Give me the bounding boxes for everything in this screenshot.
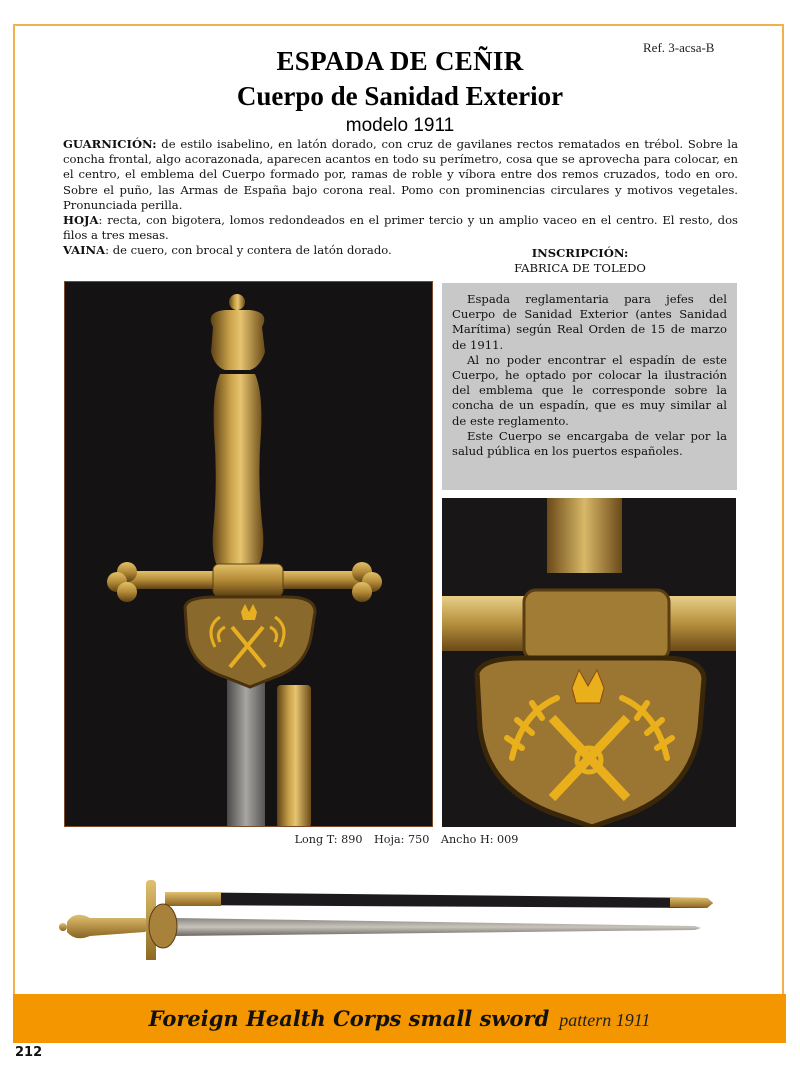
english-pattern: pattern 1911 xyxy=(559,1010,651,1030)
hoja-label: HOJA xyxy=(63,213,99,228)
hoja-paragraph xyxy=(63,213,738,243)
full-sword-illustration xyxy=(55,870,735,960)
hilt-illustration xyxy=(65,282,433,827)
hilt-photo xyxy=(64,281,433,827)
emblem-closeup-illustration xyxy=(442,498,736,827)
description-block xyxy=(63,137,738,259)
vaina-paragraph xyxy=(63,243,443,258)
guarnicion-paragraph xyxy=(63,137,738,213)
grip-base xyxy=(547,498,622,573)
measure-blade-length: Hoja: 750 xyxy=(374,833,430,846)
blade xyxy=(175,918,701,936)
guarnicion-text: de estilo isabelino, en latón dorado, con cruz de gavilanes rectos rematados en trébol. Sobre la concha frontal, algo acorazonada, aparecen acantos en todo su perímetro, cosa que se aprovecha para colocar, en el centro, el emblema del Cuerpo formado por, ramas de roble y víbora entre dos remos cruzados, todo en oro. Sobre el puño, las Armas de España bajo corona real. Pomo con prominencias circulares y motivos vegetales. Pronunciada perilla. xyxy=(63,137,738,212)
measure-blade-width: Ancho H: 009 xyxy=(440,833,519,846)
page-number: 212 xyxy=(15,1045,43,1060)
vaina-label: VAINA xyxy=(63,243,106,258)
pommel xyxy=(211,310,265,370)
emblem-closeup-photo xyxy=(442,498,736,827)
english-title: Foreign Health Corps small sword xyxy=(148,1006,550,1031)
full-sword-photo xyxy=(55,870,735,960)
scabbard-throat xyxy=(277,685,311,827)
inscription-block xyxy=(480,246,680,276)
guard-centre xyxy=(524,590,669,660)
scabbard-chape xyxy=(670,897,713,908)
model-year: modelo 1911 xyxy=(345,115,455,136)
guarnicion-label: GUARNICIÓN: xyxy=(63,137,157,151)
inscription-label: INSCRIPCIÓN: xyxy=(531,246,629,260)
pommel-button xyxy=(229,294,245,310)
page-subtitle: Cuerpo de Sanidad Exterior xyxy=(236,81,564,111)
inscription-text: FABRICA DE TOLEDO xyxy=(514,261,646,275)
note-paragraph: Este Cuerpo se encargaba de velar por la salud pública en los puertos españoles. xyxy=(452,428,727,459)
measure-long-total: Long T: 890 xyxy=(294,833,363,846)
quillon-left-bottom xyxy=(117,582,137,602)
scabbard xyxy=(165,892,713,908)
guard-shell xyxy=(149,904,177,948)
measurements xyxy=(0,833,800,846)
note-box xyxy=(442,283,737,490)
grip xyxy=(67,915,150,938)
note-paragraph: Espada reglamentaria para jefes del Cuerpo de Sanidad Exterior (antes Sanidad Marítima) según Real Orden de 15 de marzo de 1911. xyxy=(452,292,727,352)
reference-code: Ref. 3-acsa-B xyxy=(643,40,715,55)
vaina-text: : de cuero, con brocal y contera de latón dorado. xyxy=(105,243,392,258)
note-paragraph: Al no poder encontrar el espadín de este Cuerpo, he optado por colocar la ilustración del emblema que le corresponde sobre la concha de un espadín, que es muy similar al de este reglamento. xyxy=(452,352,727,428)
pommel-button xyxy=(59,923,67,931)
english-title-banner xyxy=(13,994,786,1043)
quillon-right-bottom xyxy=(352,582,372,602)
guard-centre xyxy=(213,564,283,596)
scabbard-locket xyxy=(165,892,221,906)
grip xyxy=(213,374,264,572)
hoja-text: : recta, con bigotera, lomos redondeados en el primer tercio y un amplio vaceo en el centro. El resto, dos filos a tres mesas. xyxy=(63,213,738,243)
page-title: ESPADA DE CEÑIR xyxy=(276,46,524,76)
